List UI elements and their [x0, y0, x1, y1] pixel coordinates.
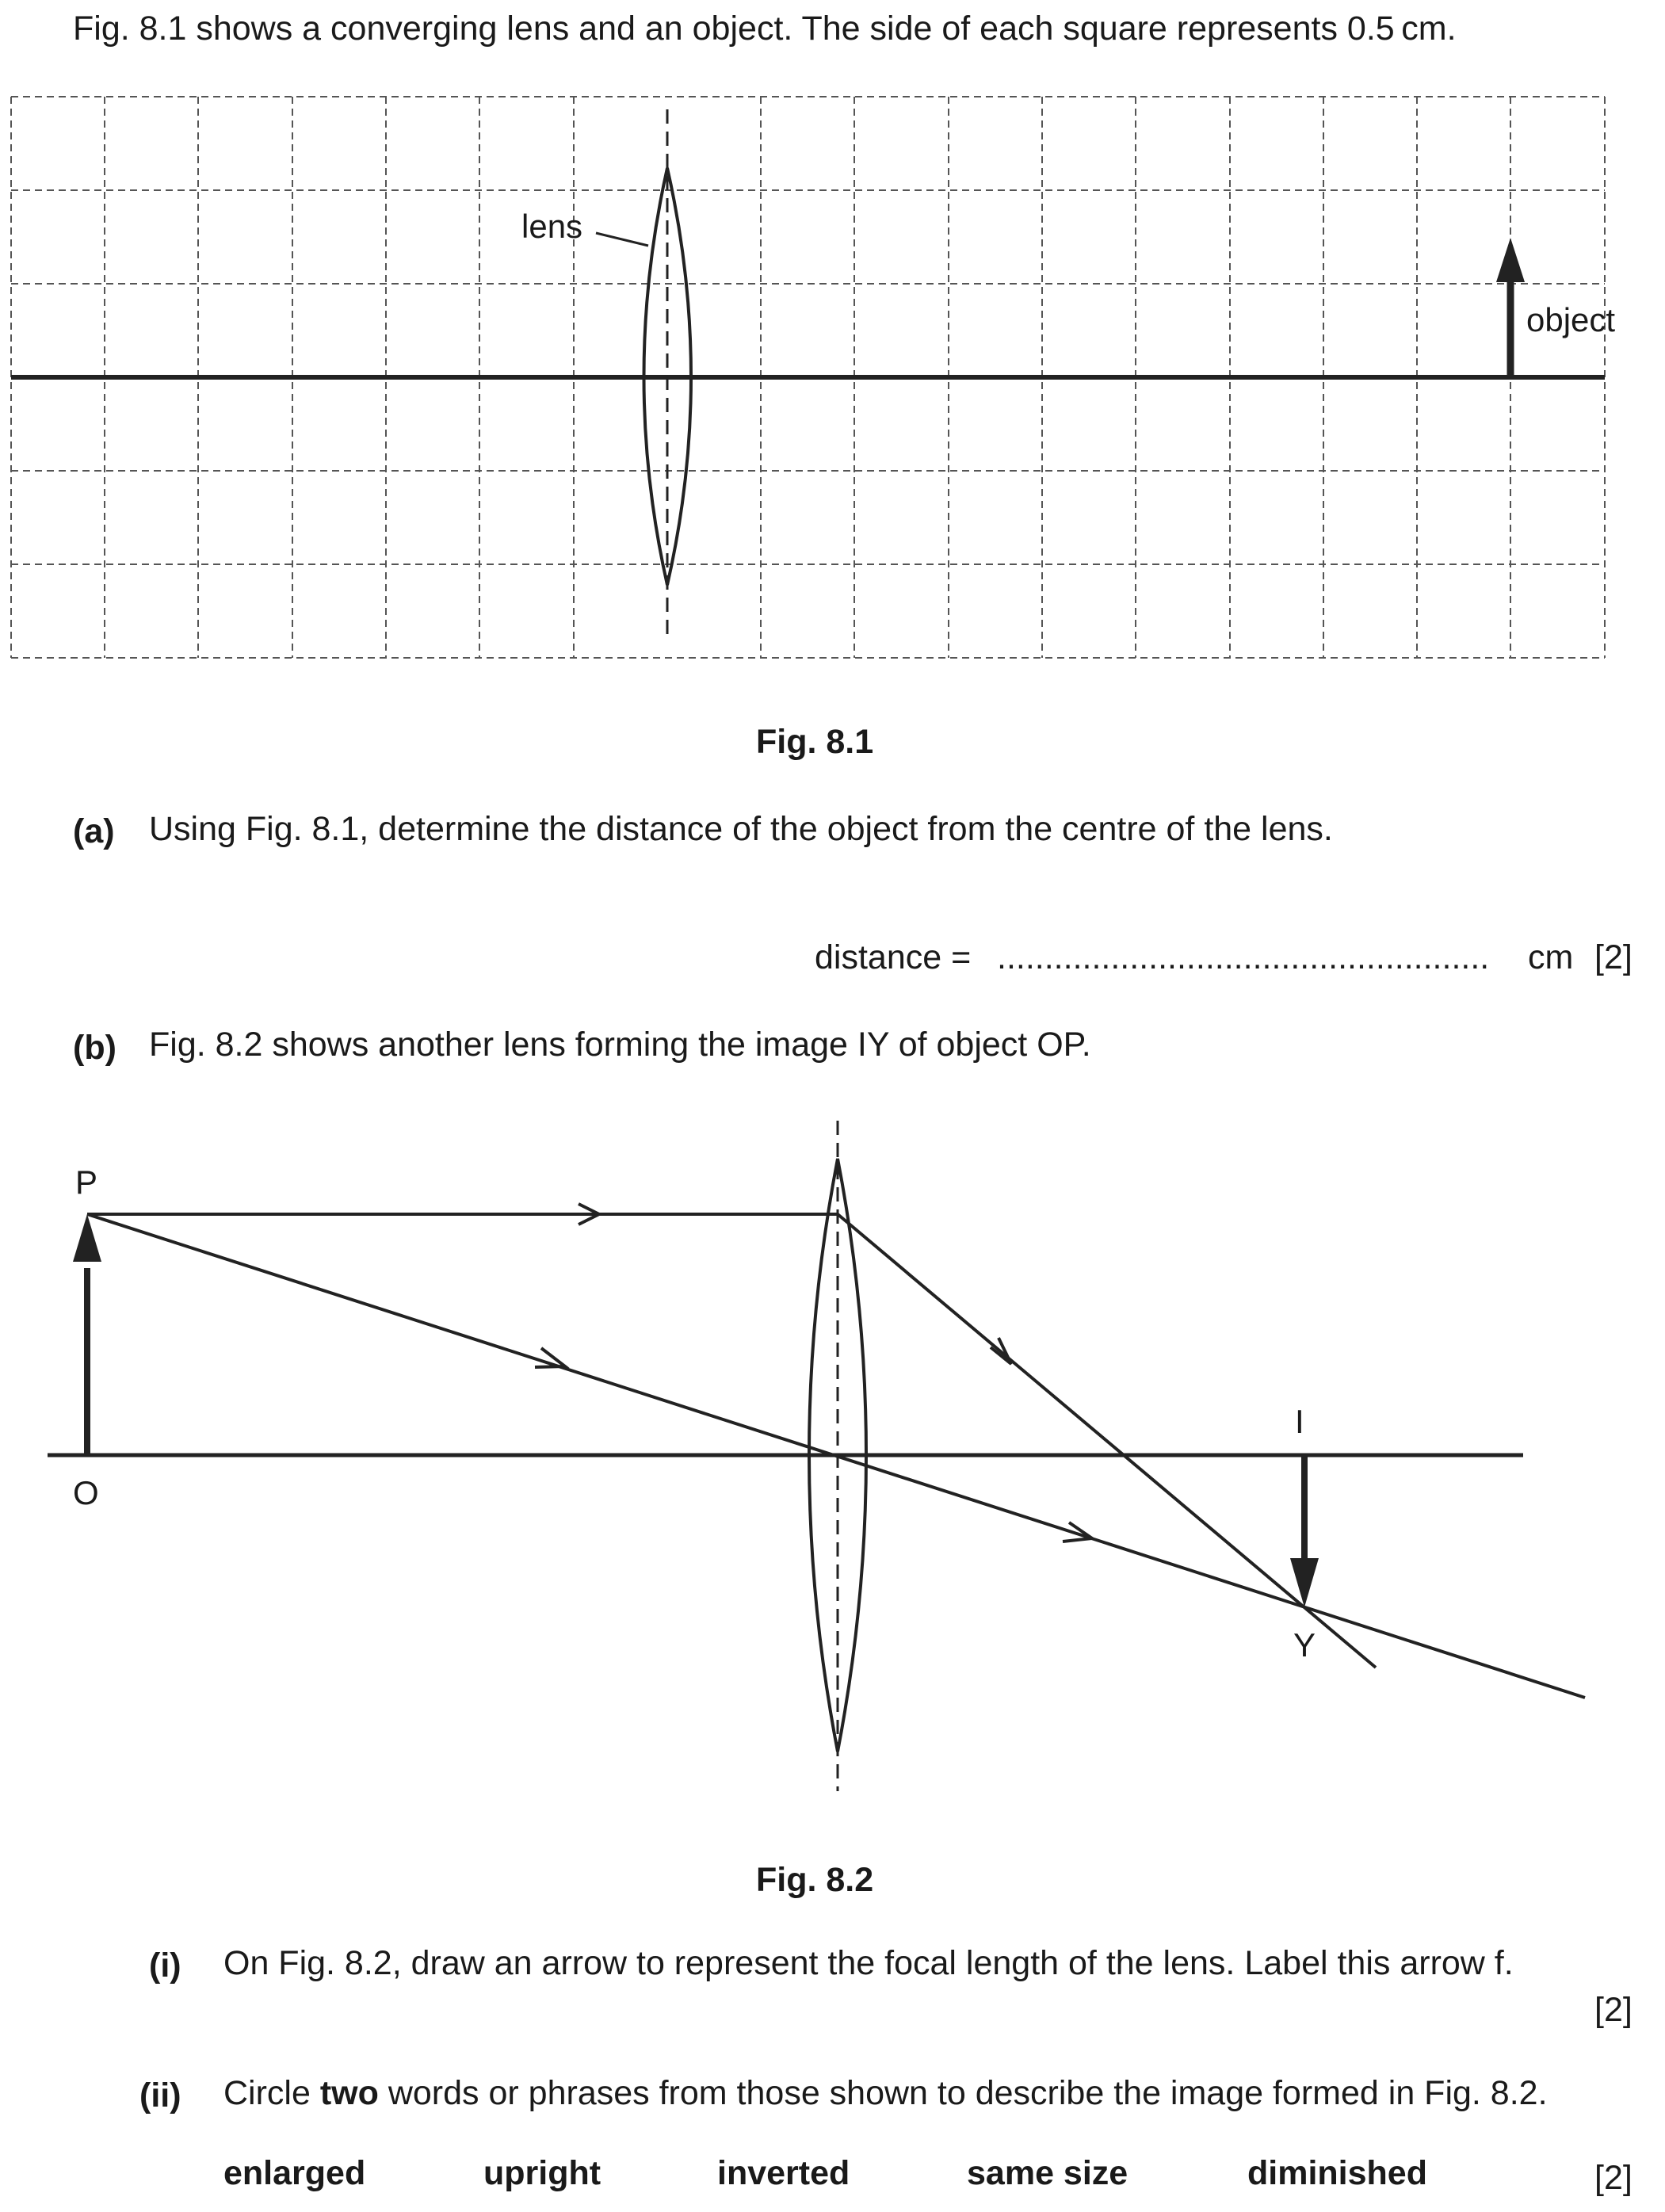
choice-inverted[interactable]: inverted — [717, 2154, 850, 2192]
part-i-marks: [2] — [1594, 1991, 1633, 2029]
fig1-caption: Fig. 8.1 — [756, 723, 874, 761]
part-a-text: Using Fig. 8.1, determine the distance of the object from the centre of the lens. — [149, 810, 1333, 848]
part-ii-marks: [2] — [1594, 2159, 1633, 2197]
part-a-label: (a) — [73, 812, 115, 850]
part-ii-text — [223, 2073, 1548, 2114]
label-O: O — [73, 1474, 99, 1511]
label-P: P — [75, 1163, 98, 1201]
lens-label: lens — [521, 208, 583, 245]
distance-answer-dots[interactable]: .................................................... — [997, 938, 1490, 976]
lens-label-leader — [596, 233, 648, 246]
choice-upright[interactable]: upright — [483, 2154, 601, 2192]
refracted-ray — [838, 1214, 1376, 1668]
object-arrowhead — [73, 1214, 101, 1262]
figure-8-2 — [0, 1102, 1665, 1815]
figure-8-1 — [0, 0, 1665, 682]
choice-diminished[interactable]: diminished — [1247, 2154, 1427, 2192]
intro-text: Fig. 8.1 shows a converging lens and an object. The side of each square represents 0.5 cm. — [73, 10, 1457, 48]
object-arrowhead — [1496, 238, 1525, 282]
part-i-text: On Fig. 8.2, draw an arrow to represent the focal length of the lens. Label this arrow f. — [223, 1944, 1514, 1982]
object-label: object — [1526, 301, 1616, 338]
part-ii-text-after: words or phrases from those shown to describe the image formed in Fig. 8.2. — [378, 2074, 1548, 2112]
label-Y: Y — [1293, 1626, 1316, 1664]
part-a-marks: [2] — [1594, 938, 1633, 976]
part-ii-text-bold: two — [319, 2074, 379, 2112]
part-b-text: Fig. 8.2 shows another lens forming the image IY of object OP. — [149, 1026, 1091, 1064]
part-b-label: (b) — [73, 1029, 116, 1067]
choice-same-size[interactable]: same size — [967, 2154, 1128, 2192]
fig2-caption: Fig. 8.2 — [756, 1861, 874, 1899]
label-I: I — [1295, 1403, 1304, 1440]
distance-prefix: distance = — [815, 938, 972, 976]
part-ii-text-before: Circle — [223, 2074, 320, 2112]
choice-enlarged[interactable]: enlarged — [223, 2154, 366, 2192]
part-ii-label: (ii) — [139, 2076, 181, 2115]
distance-unit: cm — [1528, 938, 1574, 976]
part-i-label: (i) — [149, 1946, 181, 1985]
